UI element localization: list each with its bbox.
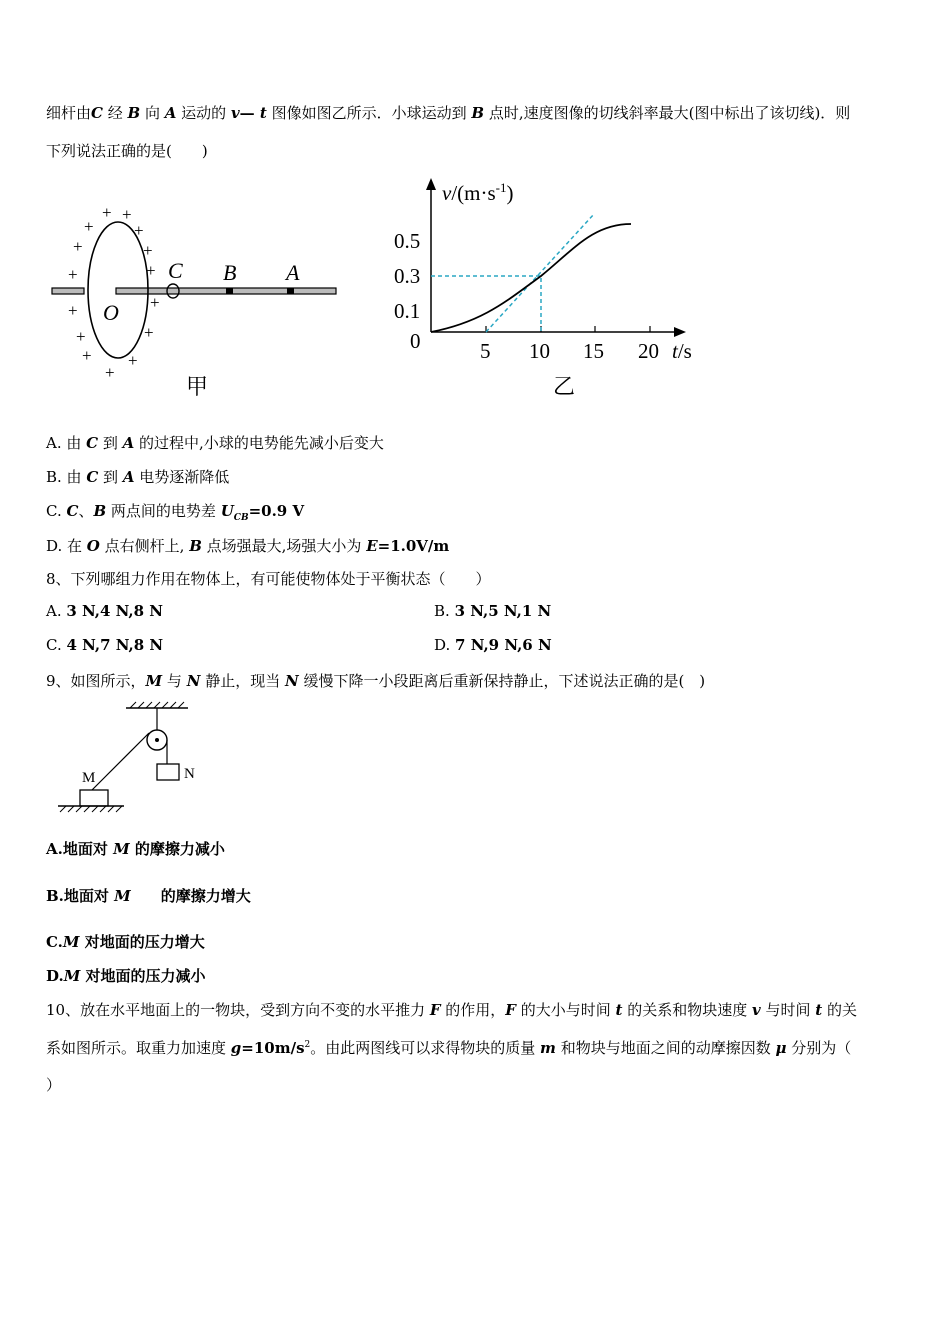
- svg-text:+: +: [68, 265, 78, 284]
- guide-dashed: [431, 276, 541, 332]
- q9-option-b: B.地面对 M 的摩擦力增大: [46, 887, 251, 905]
- svg-text:+: +: [150, 293, 160, 312]
- q8-stem: 8、下列哪组力作用在物体上，有可能使物体处于平衡状态（ ）: [46, 570, 491, 588]
- svg-text:+: +: [76, 327, 86, 346]
- rod-left: [52, 288, 84, 294]
- y-axis-label: $v/(m\cdot s^{-1})$: [442, 180, 514, 205]
- q7-stem-line1: 细杆由C 经 B 向 A 运动的 v— t 图像如图乙所示．小球运动到 B 点时,速度图像的切线斜率最大(图中标出了该切线)．则: [46, 104, 851, 122]
- figure-jia: [46, 196, 346, 406]
- svg-text:+: +: [105, 363, 115, 382]
- label-a: A: [286, 260, 300, 285]
- svg-text:+: +: [82, 346, 92, 365]
- svg-text:N: N: [184, 766, 195, 782]
- svg-text:+: +: [84, 217, 94, 236]
- tangent-line: [486, 214, 594, 332]
- svg-text:+: +: [73, 237, 83, 256]
- q9-option-d: D.M 对地面的压力减小: [46, 967, 206, 985]
- svg-text:+: +: [68, 301, 78, 320]
- q7-stem-line2: 下列说法正确的是( ): [46, 142, 208, 160]
- svg-text:+: +: [146, 261, 156, 280]
- block-m: [80, 790, 108, 806]
- q8-option-c: C. 4 N,7 N,8 N: [46, 636, 164, 654]
- label-o: O: [103, 300, 119, 325]
- xtick-20: 20: [638, 339, 659, 363]
- q8-option-b: B. 3 N,5 N,1 N: [434, 602, 552, 620]
- figure-pulley: [54, 700, 224, 818]
- q10-stem-line2: 系如图所示。取重力加速度 $g=10m/s^2$。由此两图线可以求得物块的质量 m 和物块与地面之间的动摩擦因数 μ 分别为（: [46, 1039, 852, 1057]
- svg-text:+: +: [144, 323, 154, 342]
- point-b: [226, 288, 233, 294]
- svg-text:+: +: [122, 205, 132, 224]
- q7-option-d: D. 在 O 点右侧杆上, B 点场强最大,场强大小为 E=1.0V/m: [46, 537, 450, 555]
- v-t-curve: [431, 224, 631, 332]
- svg-text:M: M: [82, 770, 96, 786]
- ytick-01: 0.1: [394, 299, 421, 323]
- figure-yi: [388, 172, 708, 404]
- svg-text:+: +: [102, 203, 112, 222]
- q9-option-c: C.M 对地面的压力增大: [46, 933, 205, 951]
- label-b: B: [223, 260, 237, 285]
- q7-option-c: C. C、B 两点间的电势差 $U_{CB}=0.9$ V: [46, 502, 305, 523]
- q10-stem-line3: ）: [46, 1076, 62, 1094]
- q8-option-a: A. 3 N,4 N,8 N: [46, 602, 164, 620]
- origin-label: 0: [410, 329, 421, 353]
- xtick-15: 15: [583, 339, 604, 363]
- ytick-03: 0.3: [394, 264, 421, 288]
- caption-yi: 乙: [553, 374, 576, 399]
- q10-stem-line1: 10、放在水平地面上的一物块，受到方向不变的水平推力 F 的作用，F 的大小与时间 t 的关系和物块速度 v 与时间 t 的关: [46, 1001, 857, 1019]
- caption-jia: 甲: [186, 374, 209, 399]
- svg-text:+: +: [134, 221, 144, 240]
- label-c: C: [168, 258, 183, 283]
- q7-option-b: B. 由 C 到 A 电势逐渐降低: [46, 468, 230, 486]
- svg-text:+: +: [128, 351, 138, 370]
- ytick-05: 0.5: [394, 229, 421, 253]
- block-n: [157, 764, 179, 780]
- q8-option-d: D. 7 N,9 N,6 N: [434, 636, 552, 654]
- xtick-10: 10: [529, 339, 550, 363]
- xtick-5: 5: [480, 339, 491, 363]
- q9-option-a: A.地面对 M 的摩擦力减小: [46, 840, 225, 858]
- svg-text:+: +: [143, 241, 153, 260]
- x-axis-label: t/s: [672, 339, 692, 363]
- y-axis-arrow: [426, 178, 436, 190]
- point-a: [287, 288, 294, 294]
- x-axis-arrow: [674, 327, 686, 337]
- q7-option-a: A. 由 C 到 A 的过程中,小球的电势能先减小后变大: [46, 434, 384, 452]
- q9-stem: 9、如图所示，M 与 N 静止，现当 N 缓慢下降一小段距离后重新保持静止，下述说法正确的是( ): [46, 672, 706, 690]
